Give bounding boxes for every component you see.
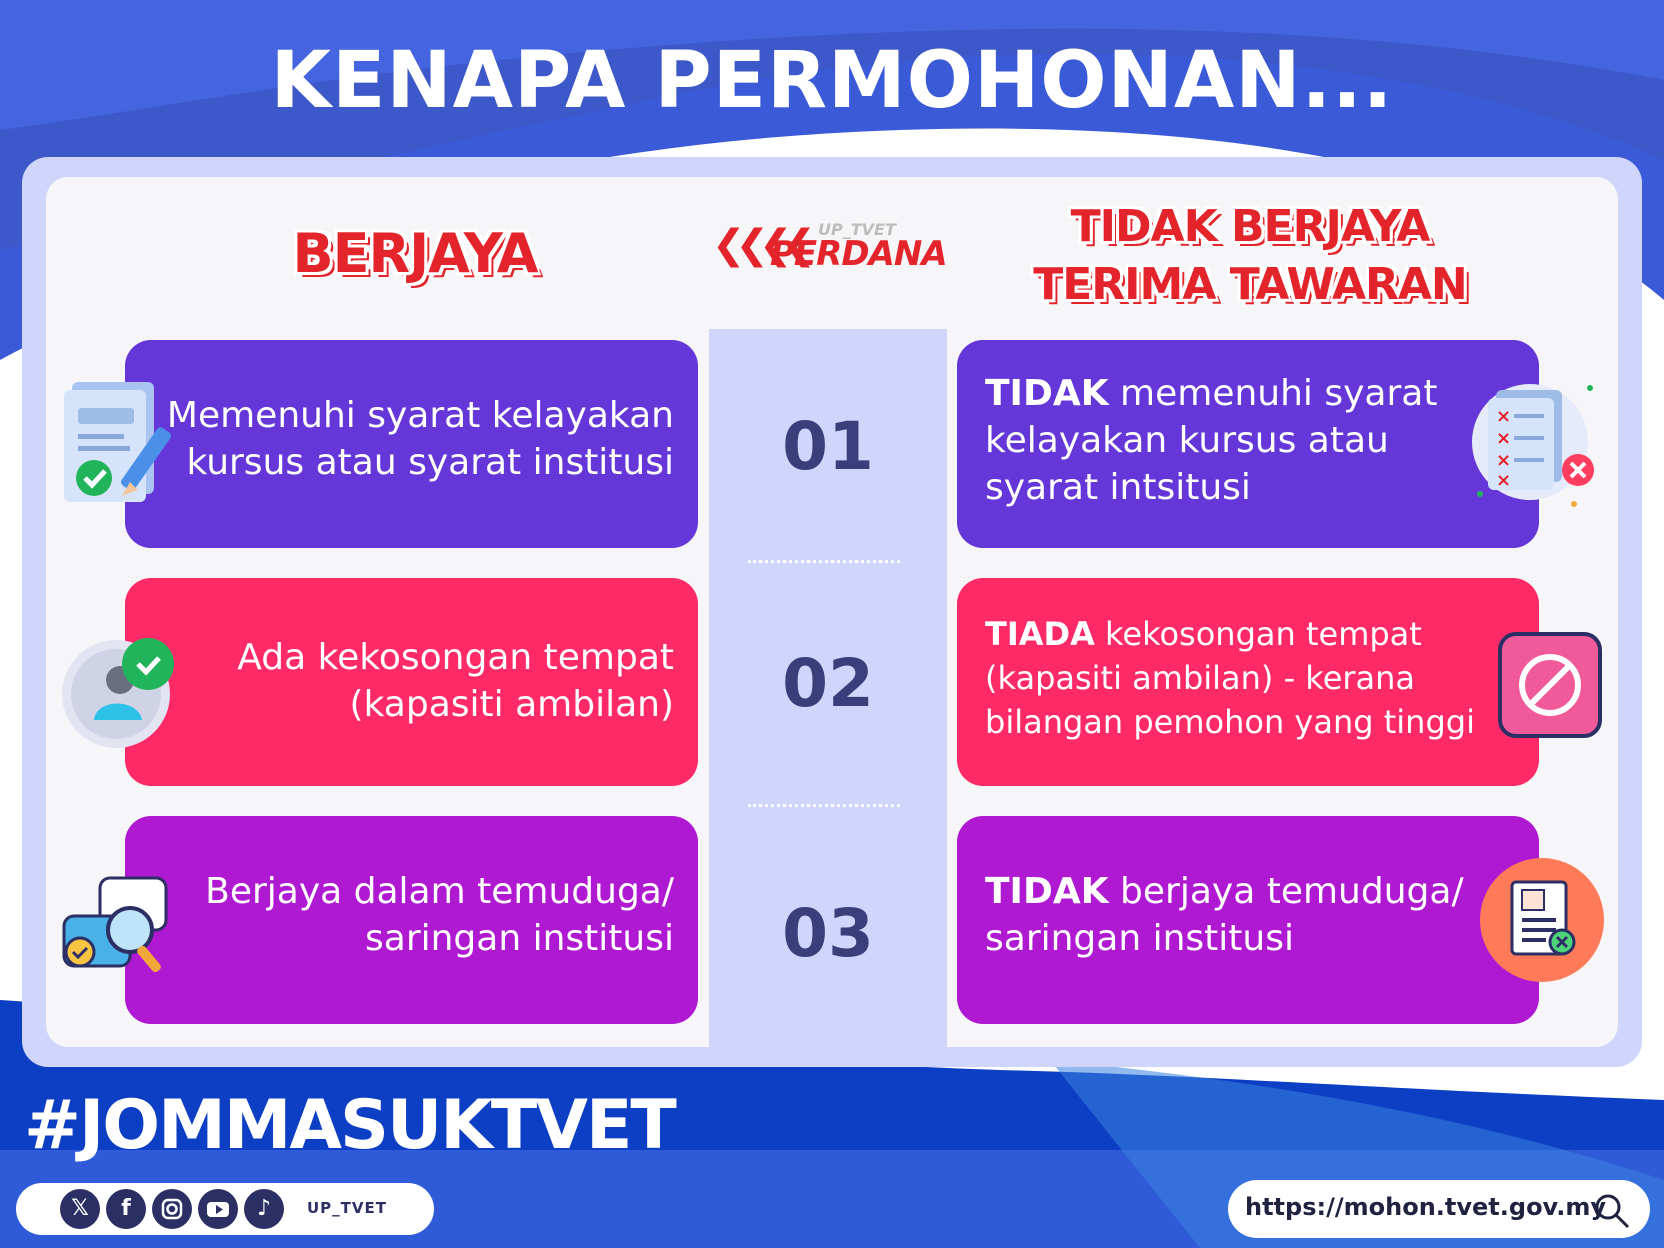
card-text: (kapasiti ambilan) - kerana [985,659,1416,697]
card-text: saringan institusi [985,918,1294,959]
step-number: 02 [782,645,874,722]
card-text: kursus atau syarat institusi [186,442,674,483]
card-text: berjaya temuduga/ [1108,871,1464,912]
brand-logo [710,214,950,274]
card-text: kekosongan tempat [1094,615,1422,653]
facebook-icon[interactable]: f [106,1189,146,1229]
brand-small: UP_TVET [818,220,896,239]
hashtag: #JOMMASUKTVET [24,1086,675,1165]
success-card-3 [125,816,698,1024]
chevron-logo-icon: ❮❮❮❮ [712,222,807,268]
heading-fail-line1: TIDAK BERJAYA [1070,201,1430,252]
card-text: Memenuhi syarat kelayakan [166,395,674,436]
instagram-glyph [152,1189,192,1229]
chat-magnifier-icon [60,870,180,982]
prohibited-icon [1496,630,1604,740]
resume-reject-icon [1478,856,1606,984]
instagram-icon[interactable] [152,1189,192,1229]
card-text: memenuhi syarat [1108,373,1438,414]
document-check-pencil-icon [60,378,185,508]
svg-text:×: × [1496,406,1512,427]
social-handle: UP_TVET [307,1199,387,1217]
divider [748,804,900,807]
page-title: KENAPA PERMOHONAN... [270,36,1394,126]
fail-card-1 [957,340,1539,548]
card-text: Berjaya dalam temuduga/ [205,871,674,912]
website-url[interactable]: https://mohon.tvet.gov.my [1245,1193,1607,1221]
youtube-icon[interactable] [198,1189,238,1229]
step-number: 03 [782,895,874,972]
card-text: syarat intsitusi [985,467,1251,508]
card-text: bilangan pemohon yang tinggi [985,703,1475,741]
card-text-bold: TIDAK [985,871,1109,912]
success-card-1 [125,340,698,548]
card-text-bold: TIDAK [985,373,1109,414]
x-icon[interactable]: 𝕏 [60,1189,100,1229]
card-text-bold: TIADA [985,615,1095,653]
heading-fail-line2: TERIMA TAWARAN [1033,259,1467,310]
card-text: Ada kekosongan tempat [237,637,674,678]
card-text: kelayakan kursus atau [985,420,1389,461]
fail-card-3 [957,816,1539,1024]
step-number: 01 [782,408,874,485]
youtube-glyph [198,1189,238,1229]
success-card-2 [125,578,698,786]
user-check-icon [60,630,180,752]
svg-text:×: × [1496,470,1512,491]
heading-success: BERJAYA [292,222,538,285]
heading-fail [990,198,1510,314]
divider [748,560,900,563]
svg-text:×: × [1496,450,1512,471]
svg-text:×: × [1496,428,1512,449]
card-text: (kapasiti ambilan) [349,684,674,725]
search-icon[interactable] [1592,1191,1632,1231]
brand-name: PERDANA [770,234,947,274]
checklist-reject-icon [1470,374,1600,512]
tiktok-icon[interactable]: ♪ [244,1189,284,1229]
fail-card-2 [957,578,1539,786]
card-text: saringan institusi [365,918,674,959]
